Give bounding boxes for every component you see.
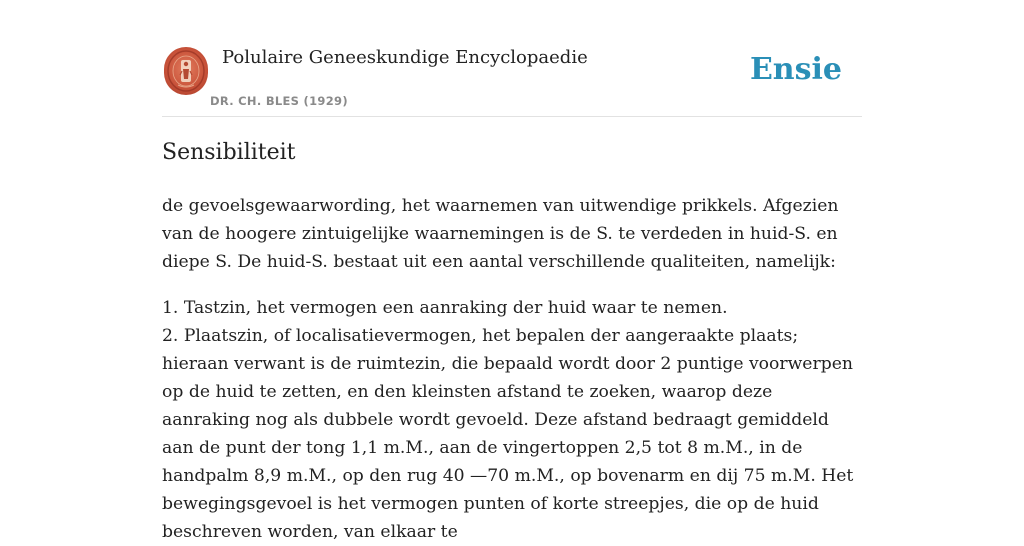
article-title: Sensibiliteit (162, 140, 296, 165)
list-item-plaatszin: 2. Plaatszin, of localisatievermogen, het bepalen der aangeraakte plaats; hieraan verwant is de ruimtezin, die bepaald wordt door 2 puntige voorwerpen op de huid te zetten, en den kleinsten afstand te zoeken, waarop deze aanraking nog als dubbele wordt gevoeld. Deze afstand bedraagt gemiddeld aan de punt der tong 1,1 m.M., aan de vingertoppen 2,5 tot 8 m.M., in de handpalm 8,9 m.M., op den rug 40 —70 m.M., op bovenarm en dij 75 m.M. Het bewegingsgevoel is het vermogen punten of korte streepjes, die op de huid beschreven worden, van elkaar te (162, 326, 854, 542)
site-header (162, 44, 862, 117)
article-intro: de gevoelsgewaarwording, het waarnemen van uitwendige prikkels. Afgezien van de hoogere zintuigelijke waarnemingen is de S. te verdeden in huid-S. en diepe S. De huid-S. bestaat uit een aantal verschillende qualiteiten, namelijk: (162, 196, 839, 272)
brand-logo-link[interactable]: Ensie (749, 52, 842, 87)
encyclopedia-seal-icon[interactable] (164, 47, 208, 95)
article-list (162, 294, 862, 546)
source-author: DR. CH. BLES (1929) (210, 94, 348, 108)
article-body (162, 192, 862, 546)
source-title[interactable]: Polulaire Geneeskundige Encyclopaedie (222, 47, 588, 68)
list-item-tastzin: 1. Tastzin, het vermogen een aanraking der huid waar te nemen. (162, 298, 728, 318)
